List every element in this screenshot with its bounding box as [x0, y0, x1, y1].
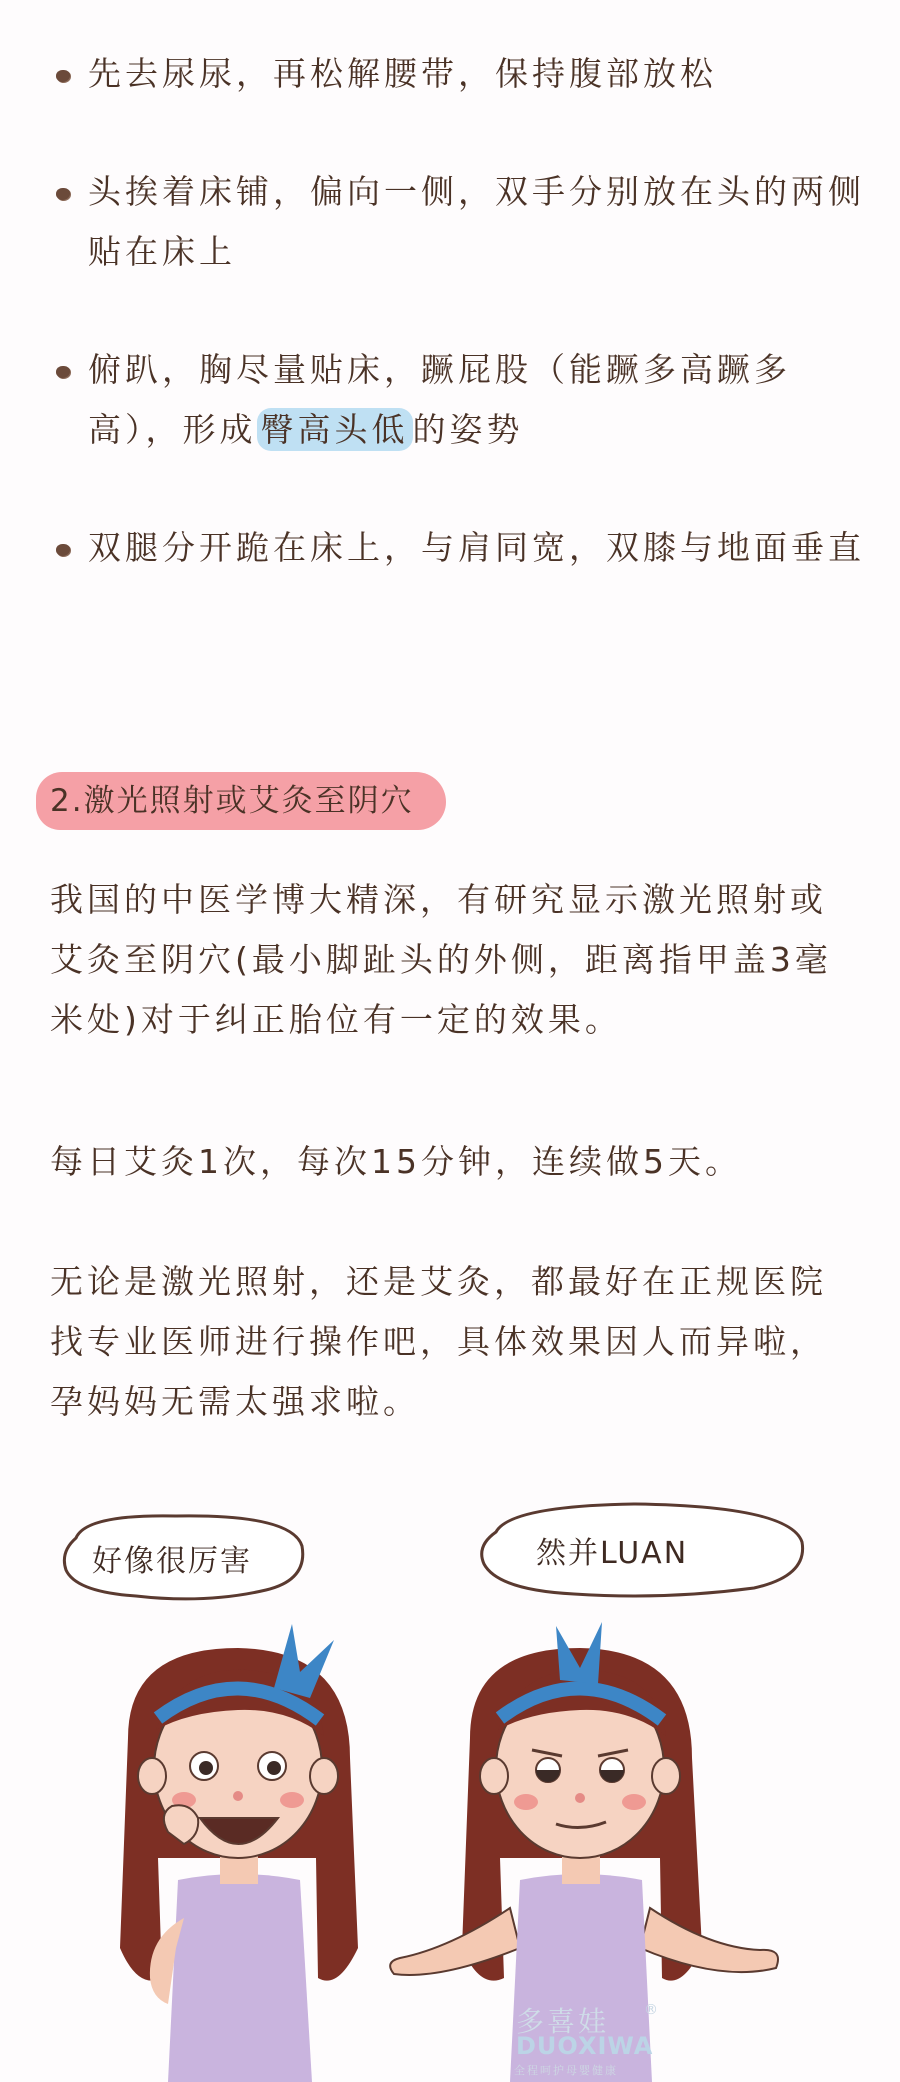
bullet-item: [52, 518, 872, 578]
paragraph-advice: 无论是激光照射，还是艾灸，都最好在正规医院找专业医师进行操作吧，具体效果因人而异啦，孕妈妈无需太强求啦。: [50, 1262, 827, 1421]
watermark-logo-en: DUOXIWA: [516, 2032, 654, 2060]
paragraph-intro: 我国的中医学博大精深，有研究显示激光照射或艾灸至阴穴(最小脚趾头的外侧，距离指甲盖3毫米处)对于纠正胎位有一定的效果。: [50, 880, 832, 1039]
watermark-logo-cn: 多喜娃: [516, 2005, 610, 2038]
bullet-item: [52, 44, 872, 104]
bullet-item: [52, 162, 872, 282]
highlighted-text: 臀高头低: [257, 408, 413, 451]
bullet-text: 先去尿尿，再松解腰带，保持腹部放松: [88, 54, 717, 93]
speech-bubble-left: [56, 1508, 312, 1608]
girl-left-illustration: [88, 1618, 388, 2082]
bullet-dot-icon: [56, 366, 70, 378]
bullet-text: 头挨着床铺，偏向一侧，双手分别放在头的两侧贴在床上: [88, 172, 865, 271]
bullet-text-tail: 的姿势: [412, 410, 524, 449]
paragraph-frequency: 每日艾灸1次，每次15分钟，连续做5天。: [50, 1142, 742, 1181]
bullet-dot-icon: [56, 544, 70, 556]
speech-bubble-left-text: 好像很厉害: [92, 1544, 252, 1579]
speech-bubble-right: [474, 1498, 810, 1602]
speech-bubble-right-text: 然并LUAN: [536, 1536, 689, 1571]
bullet-text: 双腿分开跪在床上，与肩同宽，双膝与地面垂直: [88, 528, 865, 567]
bullet-dot-icon: [56, 70, 70, 82]
bullet-dot-icon: [56, 188, 70, 200]
section-heading: 2.激光照射或艾灸至阴穴: [36, 772, 446, 830]
watermark-slogan: 全程呵护母婴健康: [514, 2064, 618, 2077]
bullet-list: [52, 44, 872, 636]
watermark-registered-mark: ®: [644, 2002, 658, 2018]
bullet-text: 俯趴，胸尽量贴床，蹶屁股（能蹶多高蹶多高），形成: [88, 350, 791, 449]
bullet-item: [52, 340, 872, 460]
